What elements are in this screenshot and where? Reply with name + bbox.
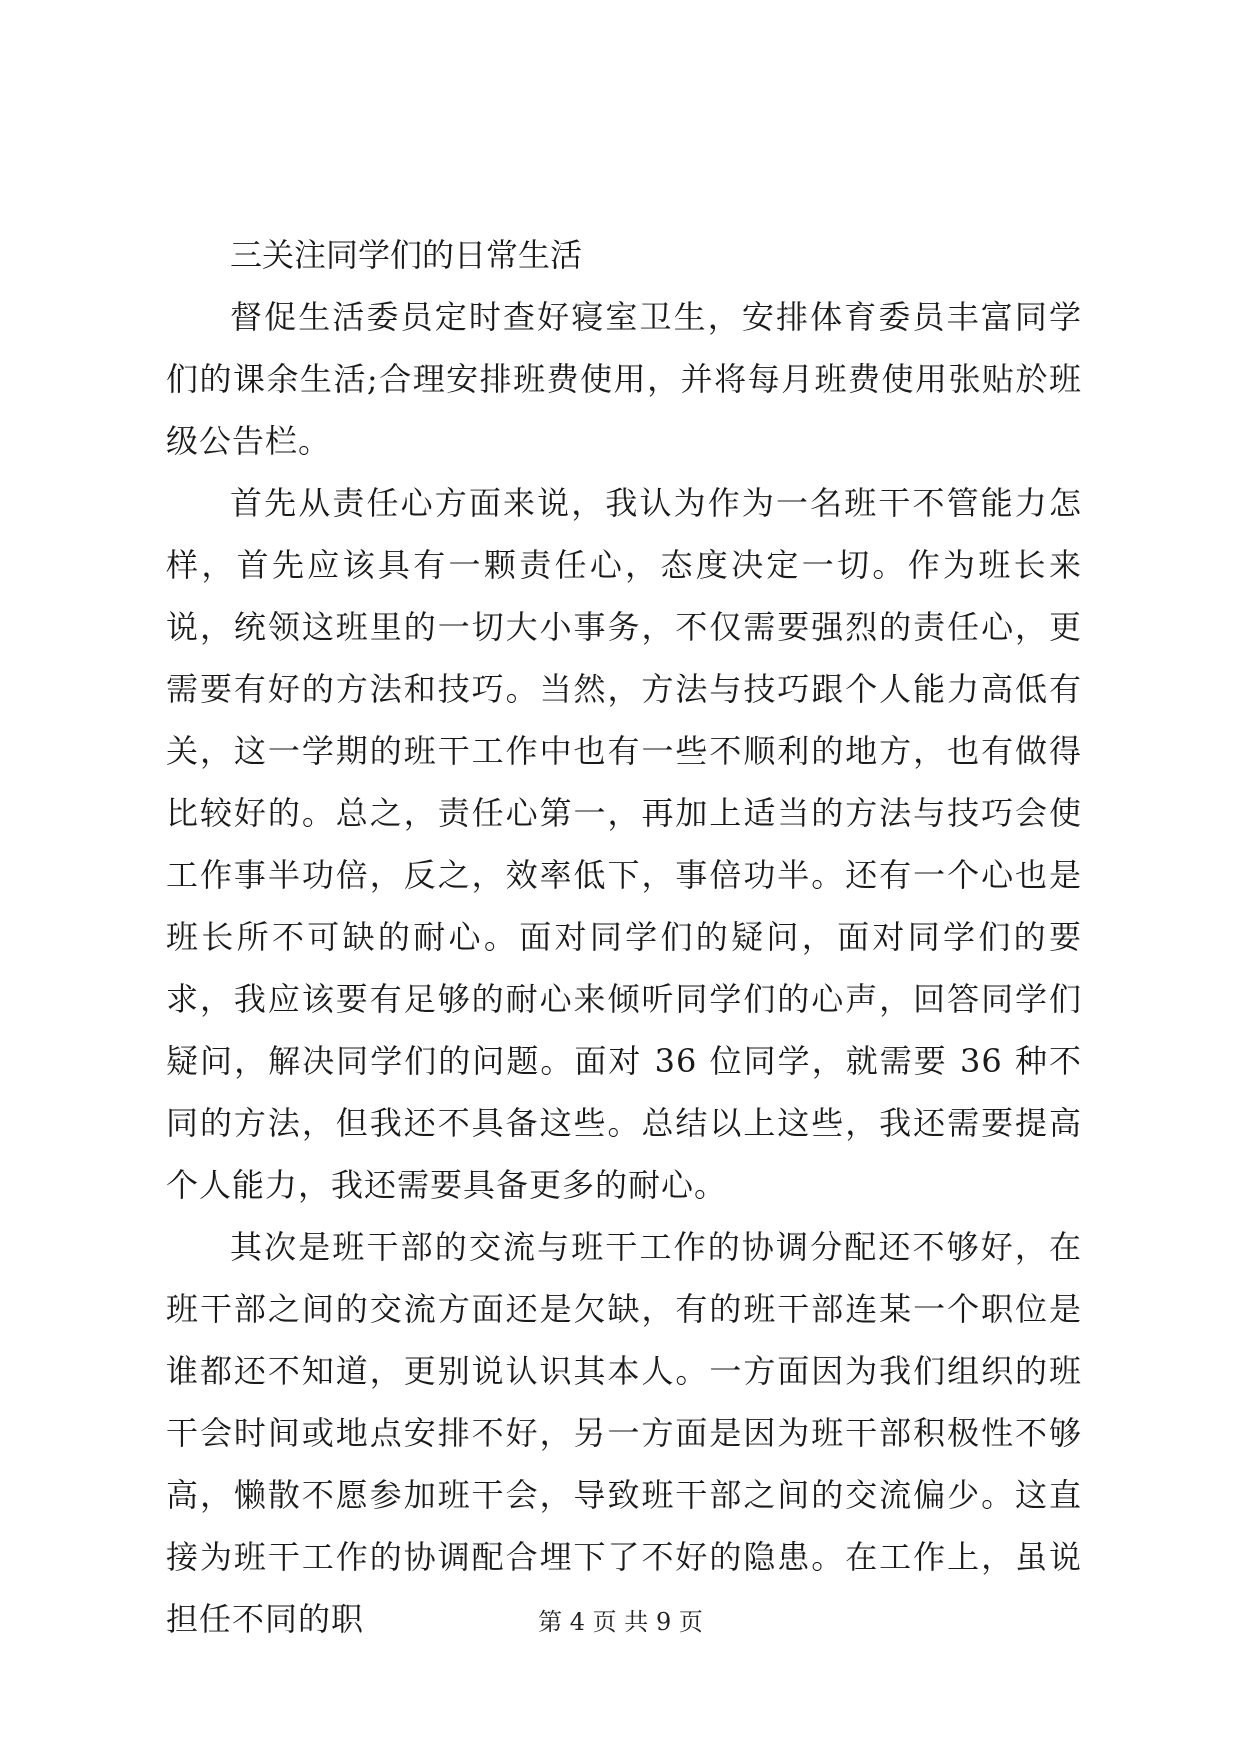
page-number-footer: 第 4 页 共 9 页 xyxy=(538,1608,703,1636)
paragraph-communication: 其次是班干部的交流与班干工作的协调分配还不够好，在班干部之间的交流方面还是欠缺，有的班干部连某一个职位是谁都还不知道，更别说认识其本人。一方面因为我们组织的班干会时间或地点安排不好，另一方面是因为班干部积极性不够高，懒散不愿参加班干会，导致班干部之间的交流偏少。这直接为班干工作的协调配合埋下了不好的隐患。在工作上，虽说担任不同的职 xyxy=(166,1228,1082,1638)
paragraph-daily-life: 督促生活委员定时查好寝室卫生，安排体育委员丰富同学们的课余生活;合理安排班费使用，并将每月班费使用张贴於班级公告栏。 xyxy=(166,298,1082,460)
document-body xyxy=(166,224,1082,1650)
section-heading: 三关注同学们的日常生活 xyxy=(230,236,583,274)
paragraph-responsibility: 首先从责任心方面来说，我认为作为一名班干不管能力怎样，首先应该具有一颗责任心，态度决定一切。作为班长来说，统领这班里的一切大小事务，不仅需要强烈的责任心，更需要有好的方法和技巧。当然，方法与技巧跟个人能力高低有关，这一学期的班干工作中也有一些不顺利的地方，也有做得比较好的。总之，责任心第一，再加上适当的方法与技巧会使工作事半功倍，反之，效率低下，事倍功半。还有一个心也是班长所不可缺的耐心。面对同学们的疑问，面对同学们的要求，我应该要有足够的耐心来倾听同学们的心声，回答同学们疑问，解决同学们的问题。面对 36 位同学，就需要 36 种不同的方法，但我还不具备这些。总结以上这些，我还需要提高个人能力，我还需要具备更多的耐心。 xyxy=(166,484,1082,1204)
